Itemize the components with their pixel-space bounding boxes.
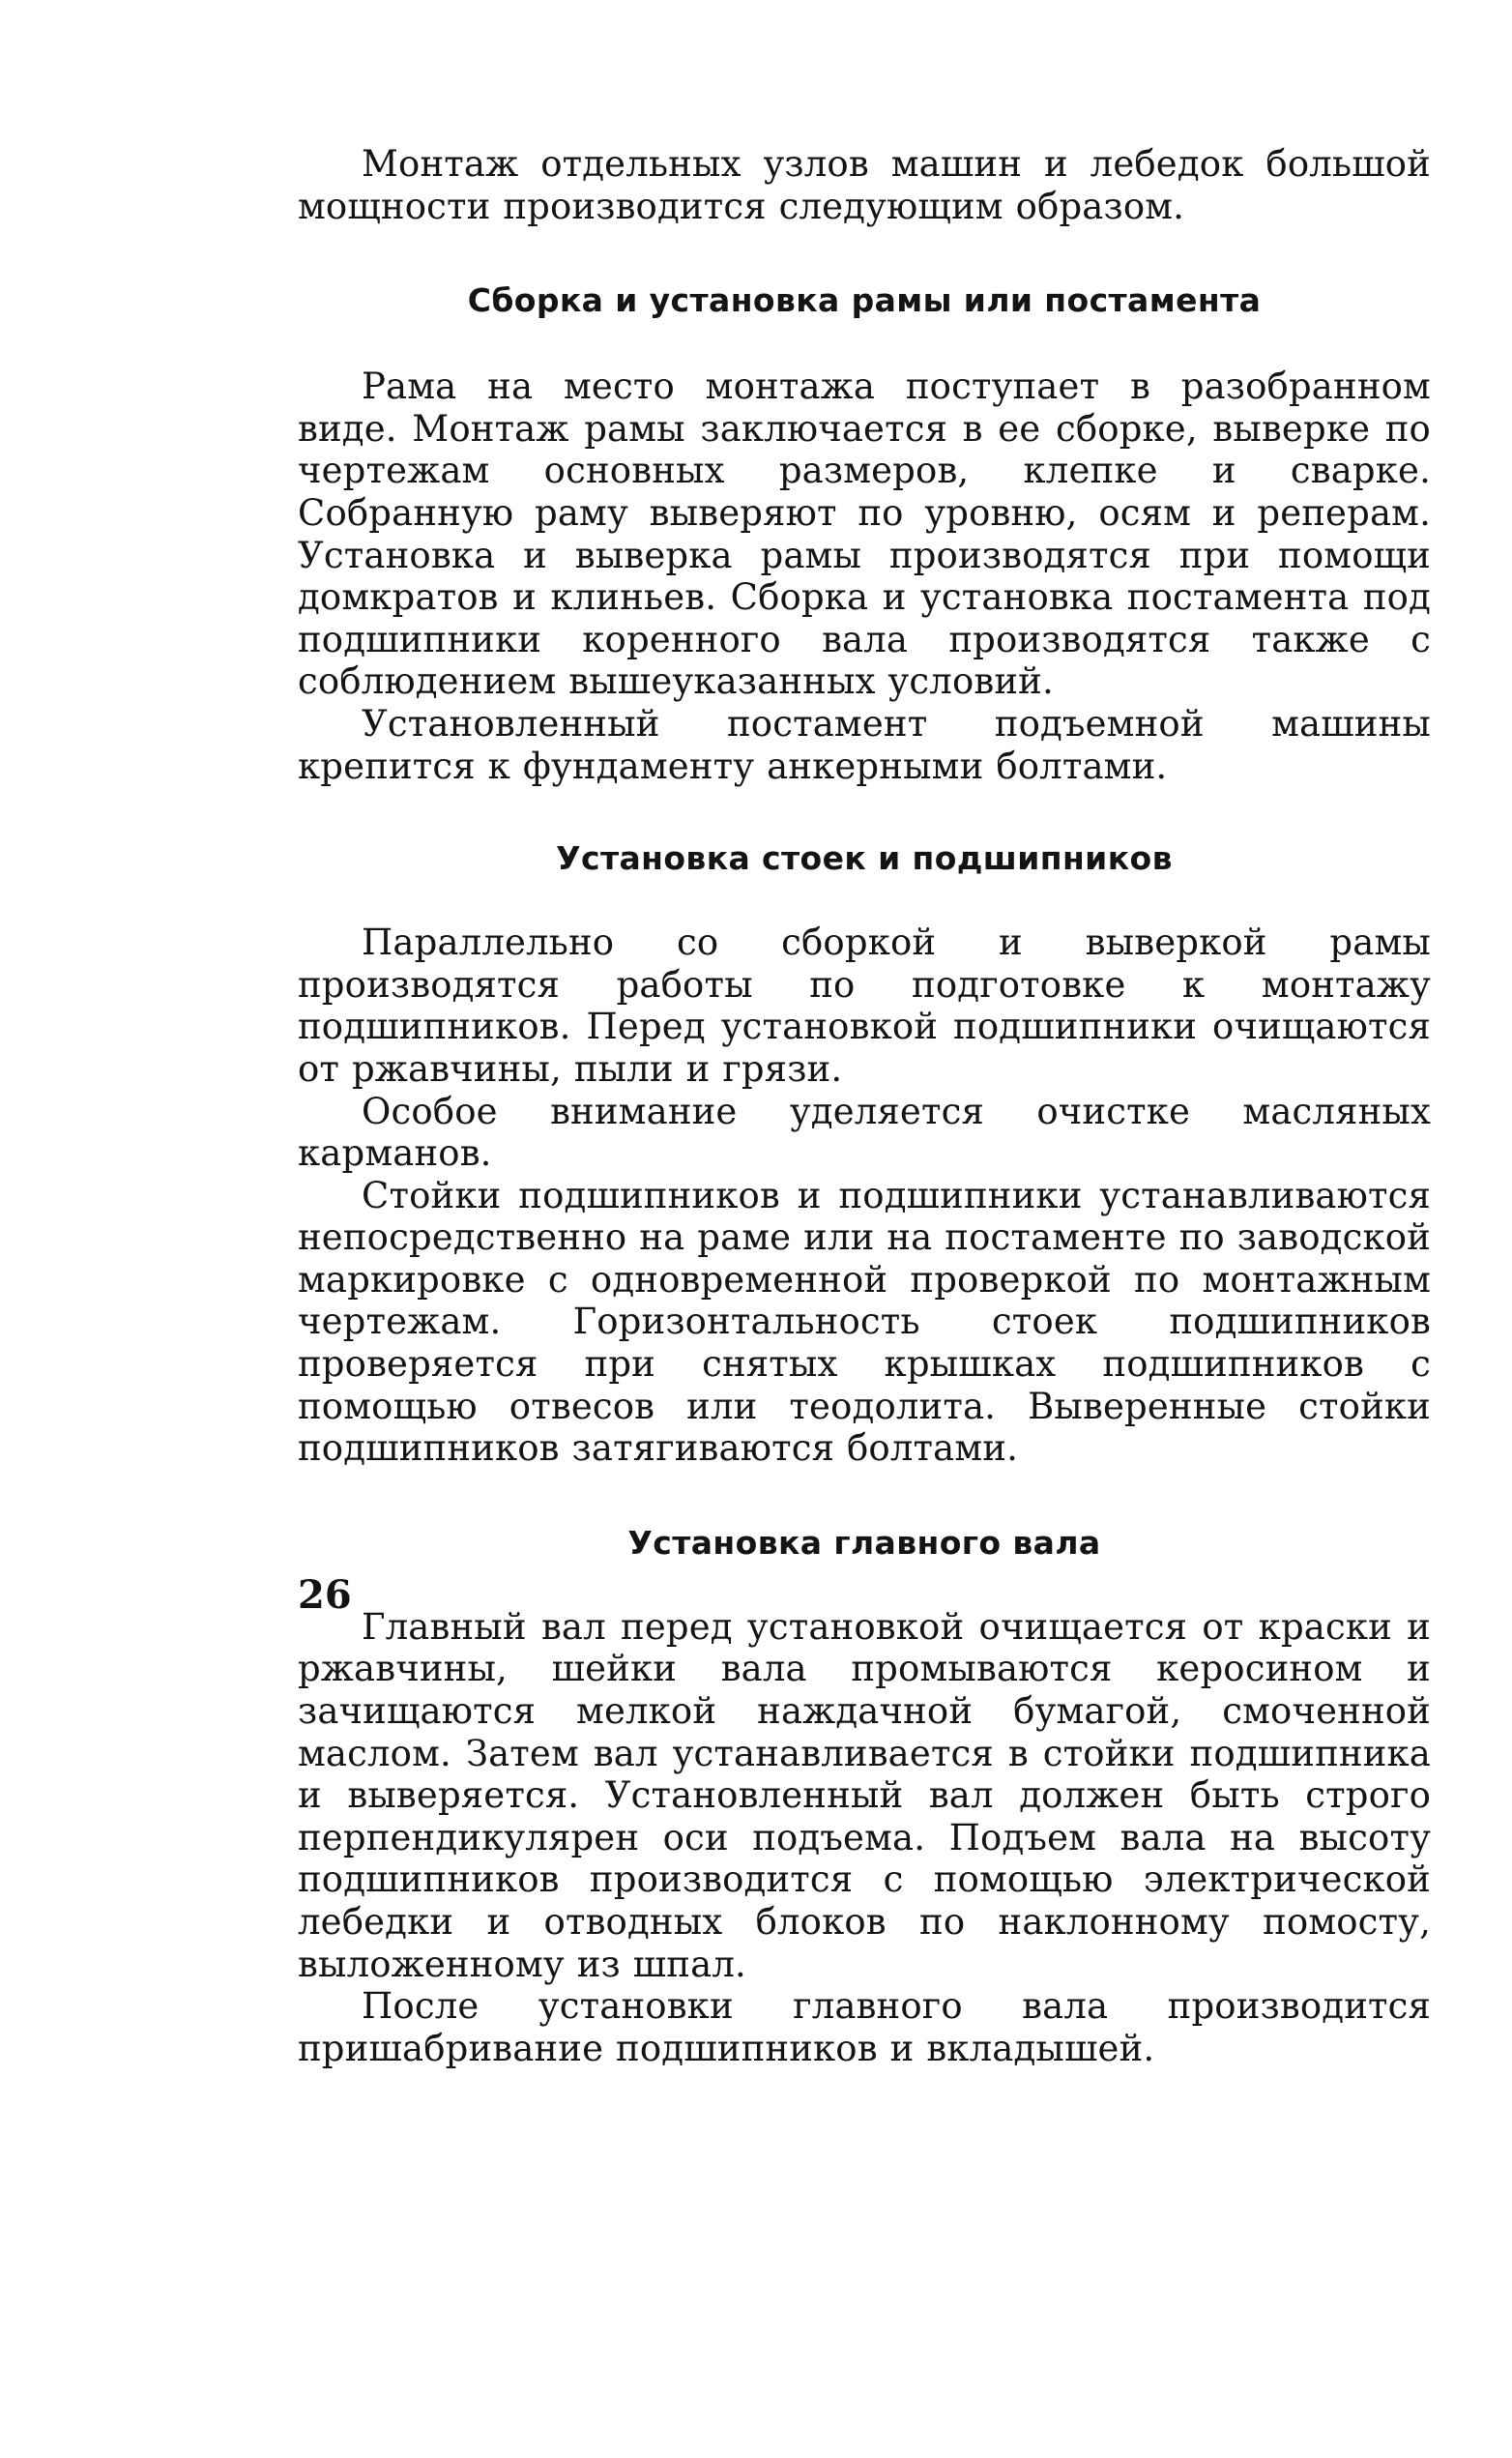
section-heading-main-shaft: Установка главного вала [627,1523,1101,1562]
paragraph-bearings-oil: Особое внимание уделяется очистке масляных карманов. [298,1090,1431,1175]
paragraph-bearings-install: Стойки подшипников и подшипники устанавливаются непосредственно на раме или на постаменте по заводской маркировке с одновременной проверкой по монтажным чертежам. Горизонтальность стоек подшипников проверяется при снятых крышках подшипников с помощью отвесов или теодолита. Выверенные стойки подшипников затягиваются болтами. [298,1174,1431,1470]
paragraph-shaft-scraping: После установки главного вала производится пришабривание подшипников и вкладышей. [298,1985,1431,2069]
paragraph-bearings-prep: Параллельно со сборкой и выверкой рамы производятся работы по подготовке к монтажу подшипников. Перед установкой подшипники очищаются от ржавчины, пыли и грязи. [298,922,1431,1090]
page-number: 26 [298,1572,352,1618]
section-heading-bearings: Установка стоек и подшипников [556,839,1173,878]
paragraph-frame-anchoring: Установленный постамент подъемной машины крепится к фундаменту анкерными болтами. [298,702,1431,787]
page-text [298,143,1431,2069]
intro-paragraph: Монтаж отдельных узлов машин и лебедок большой мощности производится следующим образом. [298,143,1431,227]
paragraph-frame-assembly: Рама на место монтажа поступает в разобранном виде. Монтаж рамы заключается в ее сборке, выверке по чертежам основных размеров, клепке и сварке. Собранную раму выверяют по уровню, осям и реперам. Установка и выверка рамы производятся при помощи домкратов и клиньев. Сборка и установка постамента под подшипники коренного вала производятся также с соблюдением вышеуказанных условий. [298,366,1431,703]
section-heading-frame: Сборка и установка рамы или постамента [467,281,1262,320]
paragraph-shaft-install: Главный вал перед установкой очищается от краски и ржавчины, шейки вала промываются керосином и зачищаются мелкой наждачной бумагой, смоченной маслом. Затем вал устанавливается в стойки подшипника и выверяется. Установленный вал должен быть строго перпендикулярен оси подъема. Подъем вала на высоту подшипников производится с помощью электрической лебедки и отводных блоков по наклонному помосту, выложенному из шпал. [298,1605,1431,1985]
